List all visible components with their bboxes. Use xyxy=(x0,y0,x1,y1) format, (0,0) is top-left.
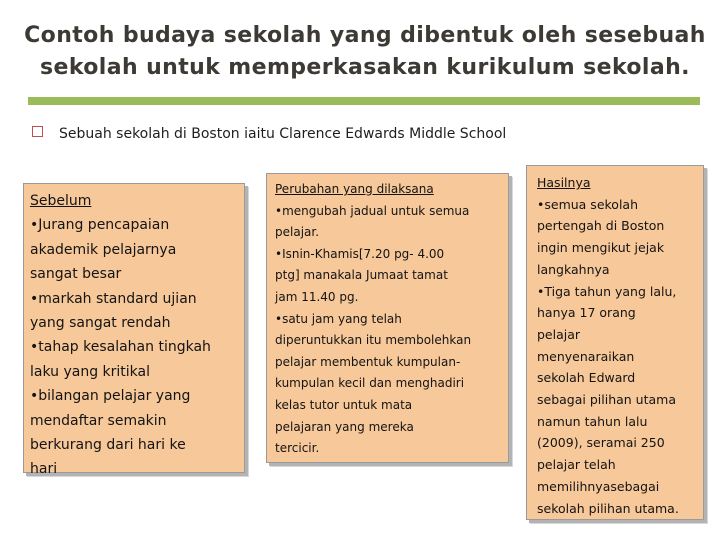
card-line: menyenaraikan xyxy=(537,348,635,364)
card-line: sekolah Edward xyxy=(537,370,636,386)
card-line: sekolah pilihan utama. xyxy=(537,500,679,516)
card-line: kelas tutor untuk mata xyxy=(275,397,413,412)
card-line: •Jurang pencapaian xyxy=(30,217,170,234)
title-line-1: Contoh budaya sekolah yang dibentuk oleh sesebuah xyxy=(24,23,706,48)
card-line: yang sangat rendah xyxy=(30,315,171,332)
card-line: jam 11.40 pg. xyxy=(275,289,359,304)
card-line: pelajar xyxy=(537,326,581,342)
intro-bullet xyxy=(32,124,712,144)
intro-bullet-text: Sebuah sekolah di Boston iaitu Clarence Edwards Middle School xyxy=(59,126,507,142)
card-line: pelajar telah xyxy=(537,457,616,473)
card-perubahan xyxy=(266,173,509,463)
slide-title xyxy=(20,20,710,84)
card-line: diperuntukkan itu membolehkan xyxy=(275,333,472,348)
card-line: namun tahun lalu xyxy=(537,413,648,429)
card-line: laku yang kritikal xyxy=(30,363,151,380)
card-line: (2009), seramai 250 xyxy=(537,435,665,451)
card-line: •mengubah jadual untuk semua xyxy=(275,203,470,218)
card-line: ptg] manakala Jumaat tamat xyxy=(275,268,448,283)
card-line: •satu jam yang telah xyxy=(275,311,402,326)
card-line: pelajaran yang mereka xyxy=(275,419,414,434)
card-line: memilihnyasebagai xyxy=(537,478,660,494)
card-heading: Sebelum xyxy=(30,193,92,209)
card-line: berkurang dari hari ke xyxy=(30,437,186,454)
card-line: akademik pelajarnya xyxy=(30,241,177,258)
card-heading: Hasilnya xyxy=(537,175,591,190)
card-line: mendaftar semakin xyxy=(30,412,167,429)
card-sebelum xyxy=(23,183,245,478)
card-line: pertengah di Boston xyxy=(537,218,665,234)
card-line: pelajar membentuk kumpulan- xyxy=(275,354,461,369)
card-line: •bilangan pelajar yang xyxy=(30,388,191,405)
card-line: langkahnya xyxy=(537,261,610,277)
title-underline-bar xyxy=(28,97,700,105)
card-line: hanya 17 orang xyxy=(537,305,636,321)
card-line: •markah standard ujian xyxy=(30,290,197,307)
card-line: •Tiga tahun yang lalu, xyxy=(537,283,677,299)
card-line: hari xyxy=(30,461,58,478)
card-line: ingin mengikut jejak xyxy=(537,240,665,256)
card-line: pelajar. xyxy=(275,225,320,240)
card-line: •Isnin-Khamis[7.20 pg- 4.00 xyxy=(275,246,445,261)
card-heading: Perubahan yang dilaksana xyxy=(275,182,434,196)
card-line: sebagai pilihan utama xyxy=(537,392,676,408)
card-line: •semua sekolah xyxy=(537,196,639,212)
card-line: kumpulan kecil dan menghadiri xyxy=(275,376,465,391)
card-line: tercicir. xyxy=(275,441,320,456)
square-bullet-icon xyxy=(32,126,43,137)
card-line: sangat besar xyxy=(30,266,122,283)
title-line-2: sekolah untuk memperkasakan kurikulum sekolah. xyxy=(40,55,690,80)
card-line: •tahap kesalahan tingkah xyxy=(30,339,211,356)
card-hasilnya xyxy=(526,165,704,520)
